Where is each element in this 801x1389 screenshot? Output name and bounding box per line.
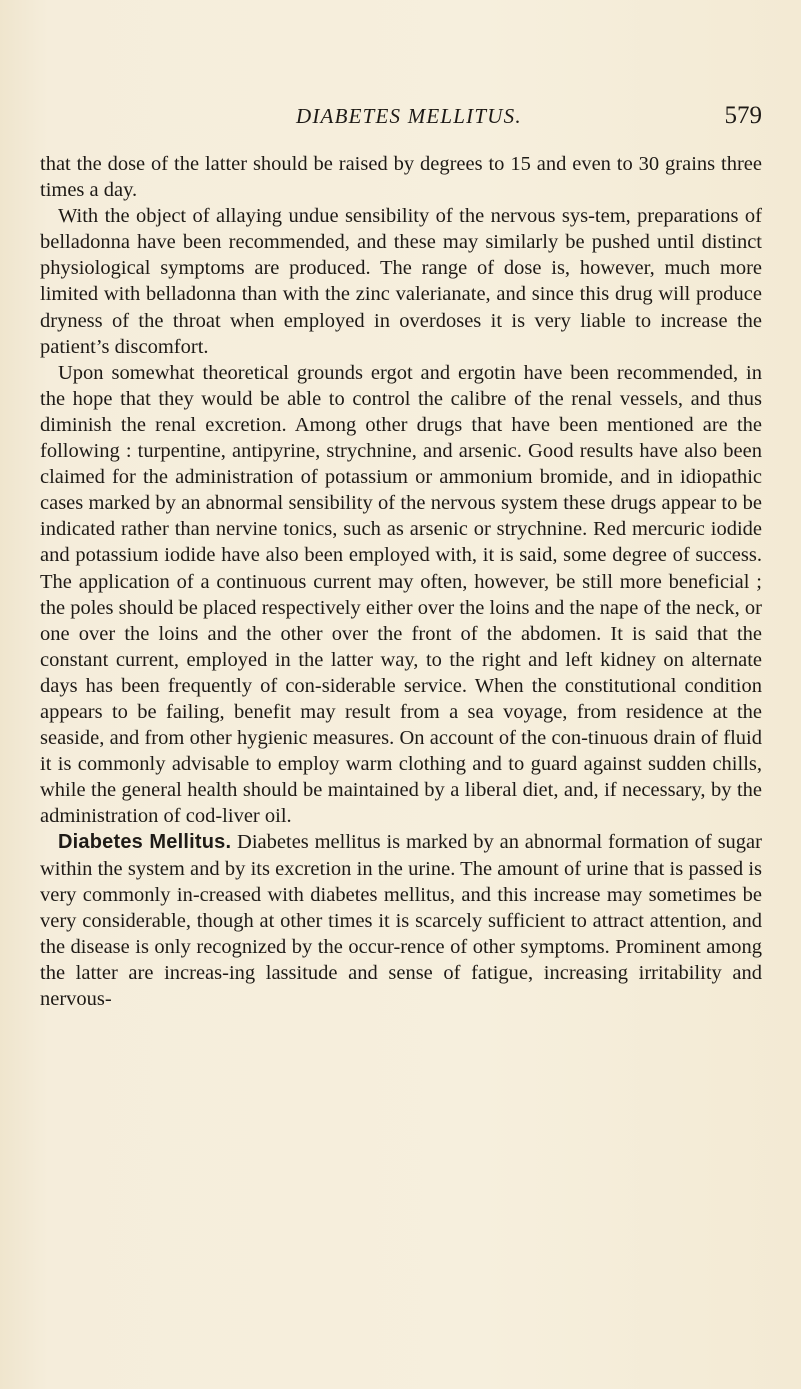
paragraph-ergot: Upon somewhat theoretical grounds ergot and ergotin have been recommended, in the hope that they would be able to control the calibre of the renal vessels, and thus diminish the renal excretion. Among other drugs that have been mentioned are the following : turpentine, antipyrine, strychnine, and arsenic. Good results have also been claimed for the administration of potassium or ammonium bromide, and in idiopathic cases marked by an abnormal sensibility of the nervous system these drugs appear to be indicated rather than nervine tonics, such as arsenic or strychnine. Red mercuric iodide and potassium iodide have also been employed with, it is said, some degree of success. The application of a continuous current may often, however, be still more beneficial ; the poles should be placed respectively either over the loins and the nape of the neck, or one over the loins and the other over the front of the abdomen. It is said that the constant current, employed in the latter way, to the right and left kidney on alternate days has been frequently of con-siderable service. When the constitutional condition appears to be failing, benefit may result from a sea voyage, from residence at the seaside, and from other hygienic measures. On account of the con-tinuous drain of fluid it is commonly advisable to employ warm clothing and to guard against sudden chills, while the general health should be maintained by a liberal diet, and, if necessary, by the administration of cod-liver oil. xyxy=(40,361,762,828)
paragraph-continued: that the dose of the latter should be raised by degrees to 15 and even to 30 grains three times a day. xyxy=(40,153,762,202)
section-heading: Diabetes Mellitus. xyxy=(58,831,232,854)
page-number: 579 xyxy=(724,102,762,129)
page-header xyxy=(40,98,762,138)
paragraph-belladonna: With the object of allaying undue sensibility of the nervous sys-tem, preparations of belladonna have been recommended, and these may similarly be pushed until distinct physiological symptoms are produced. The range of dose is, however, much more limited with belladonna than with the zinc valerianate, and since this drug will produce dryness of the throat when employed in overdoses it is very liable to increase the patient’s discomfort. xyxy=(40,205,762,358)
section-text: Diabetes mellitus is marked by an abnormal formation of sugar within the system and by its excretion in the urine. The amount of urine that is passed is very commonly in-creased with diabetes mellitus, and this increase may sometimes be very considerable, though at other times it is scarcely sufficient to attract attention, and the disease is only recognized by the occur-rence of other symptoms. Prominent among the latter are increas-ing lassitude and sense of fatigue, increasing irritability and nervous- xyxy=(40,831,762,1010)
running-title: DIABETES MELLITUS. xyxy=(296,104,522,128)
paragraph-diabetes-mellitus xyxy=(40,829,762,1012)
body-text xyxy=(40,151,762,1012)
